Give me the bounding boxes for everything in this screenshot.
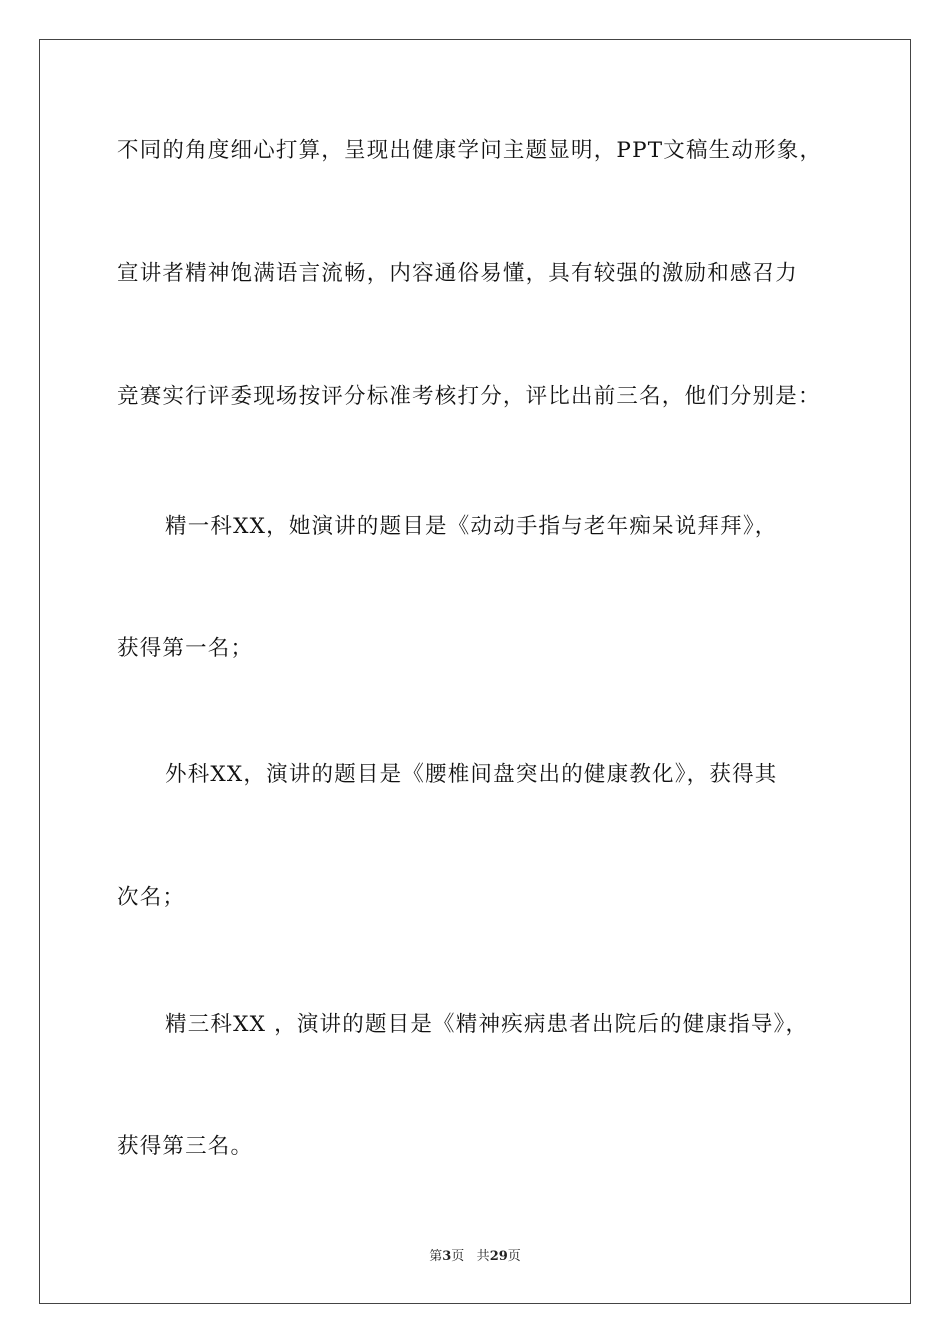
page-footer — [0, 1248, 950, 1266]
page-frame — [39, 39, 911, 1304]
text-line-8: 精三科XX ，演讲的题目是《精神疾病患者出院后的健康指导》， — [165, 1012, 809, 1037]
text-line-6: 外科XX，演讲的题目是《腰椎间盘突出的健康教化》，获得其 — [165, 762, 778, 787]
footer-page-prefix: 第 — [429, 1249, 443, 1264]
footer-total-suffix: 页 — [507, 1249, 521, 1264]
text-line-9: 获得第三名。 — [117, 1134, 254, 1159]
footer-total-pages: 29 — [489, 1249, 508, 1264]
text-line-5: 获得第一名； — [117, 636, 254, 661]
text-line-7: 次名； — [117, 885, 186, 910]
text-line-2: 宣讲者精神饱满语言流畅，内容通俗易懂，具有较强的激励和感召力 — [117, 261, 799, 286]
footer-page-suffix: 页 — [451, 1249, 465, 1264]
text-line-1: 不同的角度细心打算，呈现出健康学问主题显明，PPT文稿生动形象， — [117, 138, 823, 163]
footer-page-number: 3 — [442, 1249, 452, 1264]
footer-total-prefix: 共 — [476, 1249, 490, 1264]
text-line-3: 竞赛实行评委现场按评分标准考核打分，评比出前三名，他们分别是： — [117, 384, 821, 409]
text-line-4: 精一科XX，她演讲的题目是《动动手指与老年痴呆说拜拜》， — [165, 514, 778, 539]
